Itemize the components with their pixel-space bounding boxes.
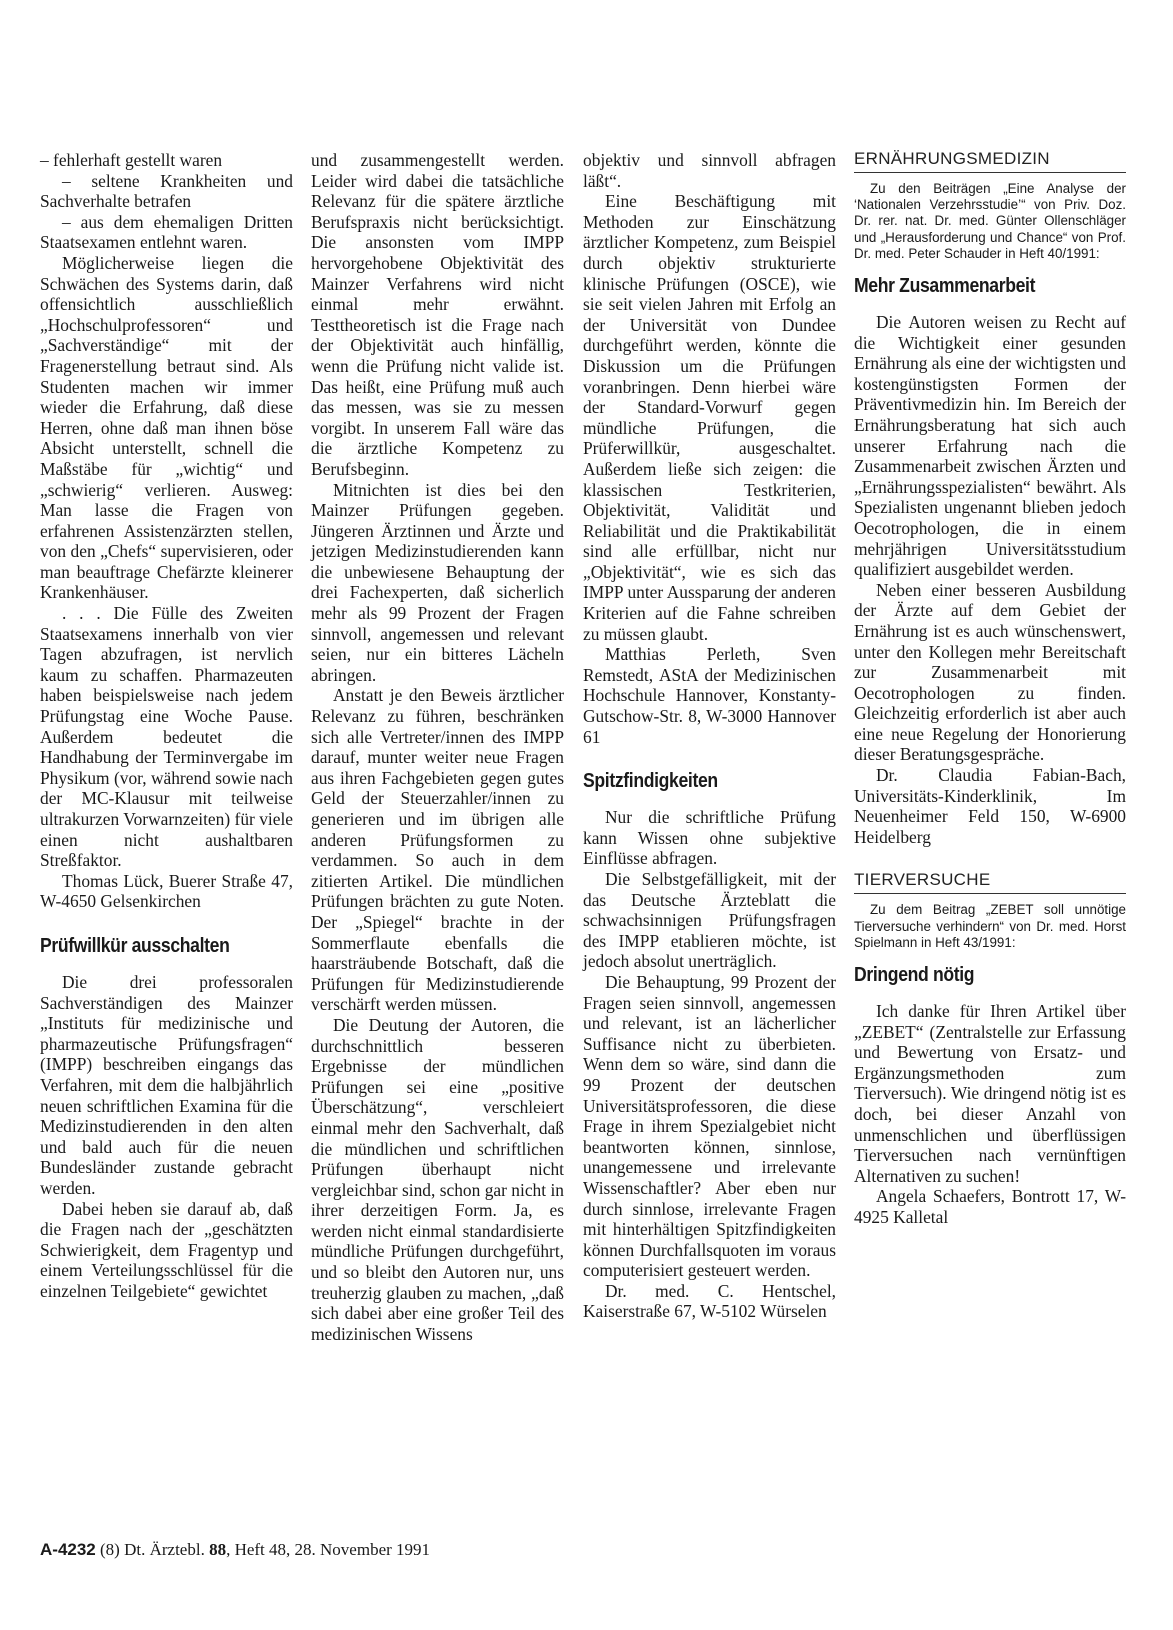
paragraph: Die drei professoralen Sachverständigen des Mainzer „Instituts für medizinische und pharmazeutische Prüfungsfragen“ (IMPP) beschreiben eingangs das Verfahren, mit dem die halbjährlich neuen schriftlichen Examina für die Medizinstudierenden in den alten und bald auch für die neuen Bundesländer zustande gebracht werden. [40, 971, 293, 1198]
column-1 [40, 150, 293, 1301]
paragraph: – aus dem ehemaligen Dritten Staatsexamen entlehnt waren. [40, 211, 293, 253]
article-heading: Spitzfindigkeiten [583, 770, 718, 793]
paragraph: Dr. Claudia Fabian-Bach, Universitäts-Kinderklinik, Im Neuenheimer Feld 150, W-6900 Heidelberg [854, 765, 1126, 847]
section-gap [854, 847, 1126, 869]
reference-text: Zu dem Beitrag „ZEBET soll unnötige Tierversuche verhindern“ von Dr. med. Horst Spielmann in Heft 43/1991: [854, 902, 1126, 950]
reference-note [854, 902, 1126, 951]
paragraph: Die Autoren weisen zu Recht auf die Wichtigkeit einer gesunden Ernährung als eine der wichtigsten und kostengünstigsten Formen der Präventivmedizin hin. Im Bereich der Ernährungsberatung hat sich auch unserer Erfahrung nach die Zusammenarbeit zwischen Ärzten und „Ernährungsspezialisten“ bewährt. Als Spezialisten ungenannt blieben jedoch Oecotrophologen, die in einem mehrjährigen Universitätsstudium qualifiziert ausgebildet werden. [854, 312, 1126, 580]
paragraph: Die Behauptung, 99 Prozent der Fragen seien sinnvoll, angemessen und relevant, ist an lächerlicher Suffisance nicht zu überbieten. Wenn dem so wäre, sind dann die 99 Prozent der deutschen Universitätsprofessoren, die diese Frage in ihrem Spezialgebiet nicht beantworten können, sinnlose, unangemessene und irrelevante Wissenschaftler? Aber eben nur durch sinnlose, irrelevante Fragen mit hinterhältigen Spitzfindigkeiten können Durchfallsquoten im voraus computerisiert gesteuert werden. [583, 971, 836, 1281]
reference-text: Zu den Beiträgen „Eine Analyse der ‘Nationalen Verzehrsstudie’“ von Priv. Doz. Dr. rer. nat. Dr. med. Günter Ollenschläger und „Herausforderung und Chance“ von Prof. Dr. med. Peter Schauder in Heft 40/1991: [854, 181, 1126, 261]
article-heading: Prüfwillkür ausschalten [40, 934, 230, 957]
footer-journal: (8) Dt. Ärztebl. [95, 1540, 210, 1559]
paragraph: Die Selbstgefälligkeit, mit der das Deutsche Ärzteblatt die schwachsinnigen Prüfungsfragen des IMPP etablieren möchte, ist jedoch absolut unerträglich. [583, 869, 836, 972]
page-number: A-4232 [40, 1540, 96, 1559]
footer-volume: 88 [209, 1540, 227, 1559]
paragraph: Mitnichten ist dies bei den Mainzer Prüfungen gegeben. Jüngeren Ärztinnen und Ärzte und jetzigen Medizinstudierenden kann die unbewiesene Behauptung der drei Fachexperten, daß sicherlich mehr als 99 Prozent der Fragen sinnvoll, angemessen und relevant seien, nur ein bitteres Lächeln abringen. [311, 479, 564, 685]
paragraph: objektiv und sinnvoll abfragen läßt“. [583, 150, 836, 191]
section-label: ERNÄHRUNGSMEDIZIN [854, 148, 1126, 173]
article-heading: Mehr Zusammenarbeit [854, 275, 1036, 298]
paragraph: Die Deutung der Autoren, die durchschnittlich besseren Ergebnisse der mündlichen Prüfungen sei eine „positive Überschätzung“, verschleiert einmal mehr den Sachverhalt, daß die mündlichen und schriftlichen Prüfungen überhaupt nicht vergleichbar sind, schon gar nicht in ihrer derzeitigen Form. Ja, es werden nicht einmal standardisierte mündliche Prüfungen durchgeführt, und so bleibt den Autoren nur, uns treuherzig glauben zu machen, „daß sich dabei aber eine großer Teil des medizinischen Wissens [311, 1014, 564, 1344]
paragraph: Thomas Lück, Buerer Straße 47, W-4650 Gelsenkirchen [40, 870, 293, 912]
column-3 [583, 150, 836, 1322]
article-heading: Dringend nötig [854, 964, 975, 987]
column-4 [854, 148, 1126, 1228]
paragraph: – seltene Krankheiten und Sachverhalte betrafen [40, 170, 293, 212]
paragraph: und zusammengestellt werden. Leider wird dabei die tatsächliche Relevanz für die spätere ärztliche Berufspraxis nicht berücksichtigt. Die ansonsten vom IMPP hervorgehobene Objektivität des Mainzer Verfahrens wird nicht einmal mehr erwähnt. Testtheoretisch ist die Frage nach der Objektivität auch hinfällig, wenn die Prüfung nicht valide ist. Das heißt, eine Prüfung muß auch das messen, was sie zu messen vorgibt. In unserem Fall wäre das die ärztliche Kompetenz zu Berufsbeginn. [311, 150, 564, 479]
paragraph: Möglicherweise liegen die Schwächen des Systems darin, daß offensichtlich ausschließlich „Hochschulprofessoren“ und „Sachverständige“ mit der Fragenerstellung betraut sind. Als Studenten machen wir immer wieder die Erfahrung, daß diese Herren, ohne daß man ihnen böse Absicht unterstellt, schnell die Maßstäbe für „wichtig“ und „schwierig“ verlieren. Ausweg: Man lasse die Fragen von erfahrenen Assistenzärzten stellen, von den „Chefs“ supervisieren, oder man beauftrage Chefärzte kleinerer Krankenhäuser. [40, 252, 293, 603]
reference-note [854, 181, 1126, 262]
paragraph: Dr. med. C. Hentschel, Kaiserstraße 67, W-5102 Würselen [583, 1280, 836, 1322]
paragraph: Anstatt je den Beweis ärztlicher Relevanz zu führen, beschränken sich alle Vertreter/innen des IMPP darauf, munter weiter neue Fragen aus ihren Fachgebieten gegen gutes Geld der Steuerzahler/innen zu generieren und im übrigen alle anderen Prüfungsformen zu verdammen. So auch in dem zitierten Artikel. Die mündlichen Prüfungen brächten zu gute Noten. Der „Spiegel“ brachte in der Sommerflaute ebenfalls die haarsträubende Botschaft, daß die Prüfungen für Medizinstudierende verschärft werden müssen. [311, 685, 564, 1015]
paragraph: Dabei heben sie darauf ab, daß die Fragen nach der „geschätzten Schwierigkeit, dem Fragentyp und einem Verteilungsschlüssel für die einzelnen Teilgebiete“ gewichtet [40, 1198, 293, 1301]
page-footer [40, 1540, 430, 1560]
paragraph: Nur die schriftliche Prüfung kann Wissen ohne subjektive Einflüsse abfragen. [583, 807, 836, 869]
paragraph: Neben einer besseren Ausbildung der Ärzte auf dem Gebiet der Ernährung ist es auch wünschenswert, unter den Kollegen mehr Bereitschaft zur Zusammenarbeit mit Oecotrophologen zu finden. Gleichzeitig erforderlich ist aber auch eine neue Regelung der Honorierung dieser Beratungsgespräche. [854, 579, 1126, 765]
paragraph: – fehlerhaft gestellt waren [40, 150, 223, 170]
section-gap [40, 912, 293, 934]
paragraph: Angela Schaefers, Bontrott 17, W-4925 Kalletal [854, 1186, 1126, 1227]
section-label: TIERVERSUCHE [854, 869, 1126, 894]
section-gap [583, 747, 836, 769]
column-2 [311, 150, 564, 1344]
footer-issue: , Heft 48, 28. November 1991 [226, 1540, 431, 1559]
paragraph: . . . Die Fülle des Zweiten Staatsexamens innerhalb von vier Tagen abzufragen, ist nervlich kaum zu schaffen. Pharmazeuten haben beispielsweise nach jedem Prüfungstag eine Woche Pause. Außerdem bedeutet die Handhabung der Terminvergabe im Physikum (vor, während sowie nach der MC-Klausur mit teilweise ultrakurzen Vorwarnzeiten) für viele einen nicht aushaltbaren Streßfaktor. [40, 603, 293, 871]
paragraph: Ich danke für Ihren Artikel über „ZEBET“ (Zentralstelle zur Erfassung und Bewertung von Ersatz- und Ergänzungsmethoden zum Tierversuch). Wie dringend nötig ist es doch, bei dieser Anzahl von unmenschlichen und überflüssigen Tierversuchen nach vernünftigen Alternativen zu suchen! [854, 1001, 1126, 1186]
paragraph: Matthias Perleth, Sven Remstedt, AStA der Medizinischen Hochschule Hannover, Konstanty-Gutschow-Str. 8, W-3000 Hannover 61 [583, 644, 836, 747]
paragraph: Eine Beschäftigung mit Methoden zur Einschätzung ärztlicher Kompetenz, zum Beispiel durch objektiv strukturierte klinische Prüfungen (OSCE), wie sie seit vielen Jahren mit Erfolg an der Universität von Dundee durchgeführt werden, könnte die Diskussion um die Prüfungen voranbringen. Denn hierbei wäre der Standard-Vorwurf gegen mündliche Prüfungen, die Prüferwillkür, ausgeschaltet. Außerdem ließe sich zeigen: die klassischen Testkriterien, Objektivität, Validität und Reliabilität und die Praktikabilität sind alle erfüllbar, nicht nur „Objektivität“, wie es sich das IMPP unter Aussparung der anderen Kriterien auf die Fahne schreiben zu müssen glaubt. [583, 191, 836, 644]
